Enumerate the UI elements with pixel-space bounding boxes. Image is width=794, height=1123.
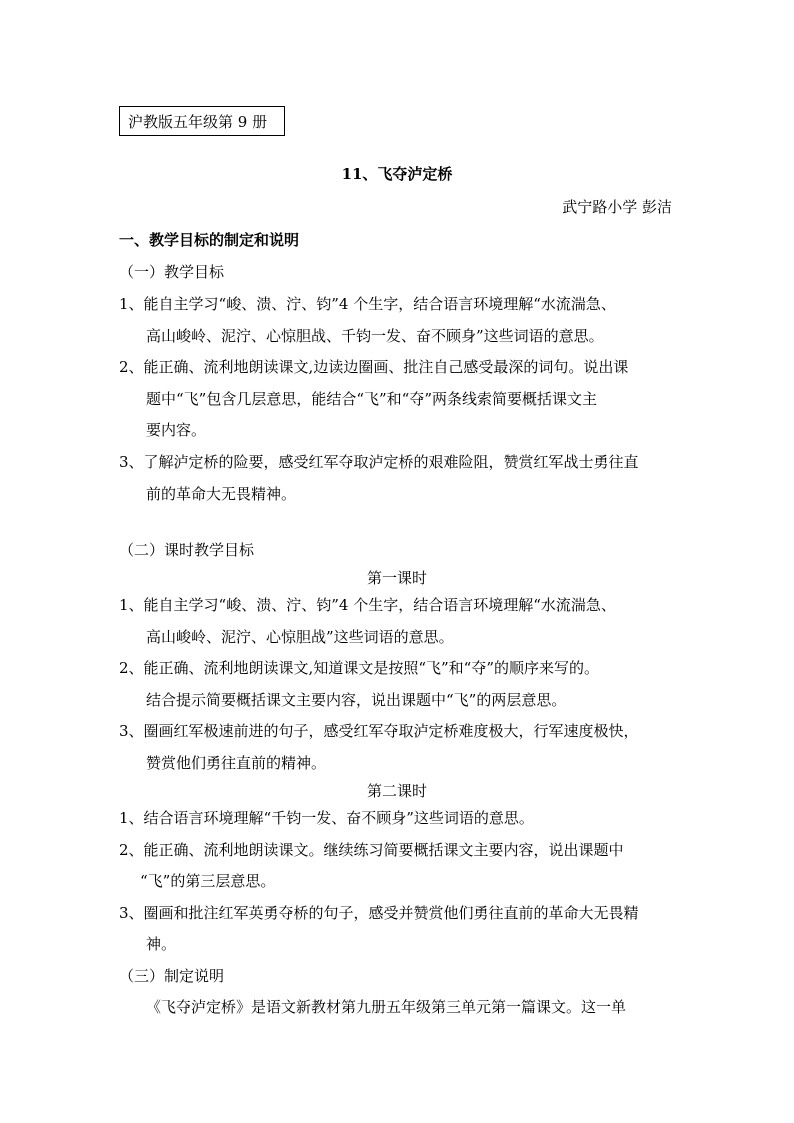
goal2-line1: 2、能正确、流利地朗读课文,边读边圈画、批注自己感受最深的词句。说出课 bbox=[119, 358, 629, 376]
author-line: 武宁路小学 彭洁 bbox=[562, 198, 672, 216]
edition-label-box bbox=[119, 106, 285, 136]
sub3-paragraph: 《飞夺泸定桥》是语文新教材第九册五年级第三单元第一篇课文。这一单 bbox=[146, 998, 627, 1016]
goal3-line2: 前的革命大无畏精神。 bbox=[146, 485, 297, 503]
lesson1-title: 第一课时 bbox=[366, 569, 427, 587]
goal1-line1: 1、能自主学习“峻、溃、泞、钧”4 个生字，结合语言环境理解“水流湍急、 bbox=[119, 295, 616, 313]
l2-goal2-line2: “飞”的第三层意思。 bbox=[140, 872, 276, 890]
goal3-line1: 3、了解泸定桥的险要，感受红军夺取泸定桥的艰难险阻，赞赏红军战士勇往直 bbox=[119, 453, 639, 471]
l2-goal2-line1: 2、能正确、流利地朗读课文。继续练习简要概括课文主要内容，说出课题中 bbox=[119, 841, 624, 859]
goal2-line2: 题中“飞”包含几层意思，能结合“飞”和“夺”两条线索简要概括课文主 bbox=[146, 390, 598, 408]
sub2-heading: （二）课时教学目标 bbox=[119, 541, 255, 559]
l2-goal3-line1: 3、圈画和批注红军英勇夺桥的句子，感受并赞赏他们勇往直前的革命大无畏精 bbox=[119, 904, 639, 922]
edition-label: 沪教版五年级第 9 册 bbox=[128, 112, 268, 131]
l1-goal3-line1: 3、圈画红军极速前进的句子，感受红军夺取泸定桥难度极大，行军速度极快， bbox=[119, 722, 639, 740]
goal1-line2: 高山峻岭、泥泞、心惊胆战、千钧一发、奋不顾身”这些词语的意思。 bbox=[146, 327, 604, 345]
l2-goal1-line1: 1、结合语言环境理解“千钧一发、奋不顾身”这些词语的意思。 bbox=[119, 809, 534, 827]
sub1-heading: （一）教学目标 bbox=[119, 263, 225, 281]
l1-goal3-line2: 赞赏他们勇往直前的精神。 bbox=[146, 754, 327, 772]
lesson2-title: 第二课时 bbox=[366, 782, 427, 800]
l1-goal1-line1: 1、能自主学习“峻、溃、泞、钧”4 个生字，结合语言环境理解“水流湍急、 bbox=[119, 596, 616, 614]
lesson-title: 11、飞夺泸定桥 bbox=[341, 165, 453, 183]
sub3-heading: （三）制定说明 bbox=[119, 967, 225, 985]
l1-goal2-line1: 2、能正确、流利地朗读课文,知道课文是按照“飞”和“夺”的顺序来写的。 bbox=[119, 659, 599, 677]
section1-heading: 一、教学目标的制定和说明 bbox=[119, 231, 300, 249]
l1-goal1-line2: 高山峻岭、泥泞、心惊胆战”这些词语的意思。 bbox=[146, 628, 454, 646]
goal2-line3: 要内容。 bbox=[146, 421, 207, 439]
l2-goal3-line2: 神。 bbox=[146, 935, 177, 953]
l1-goal2-line2: 结合提示简要概括课文主要内容，说出课题中“飞”的两层意思。 bbox=[146, 691, 567, 709]
